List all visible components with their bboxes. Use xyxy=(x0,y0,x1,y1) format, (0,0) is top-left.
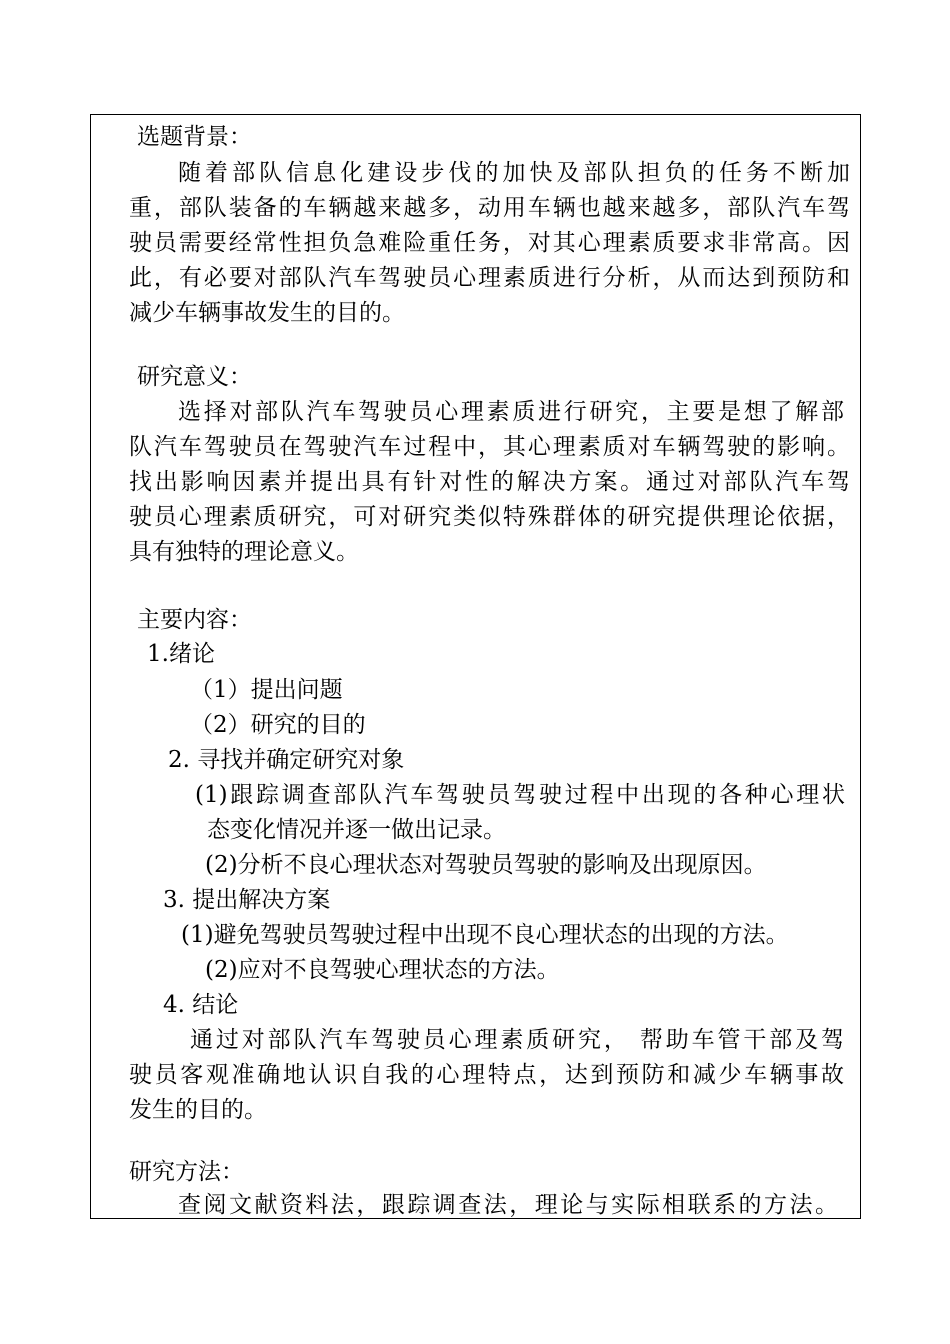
significance-paragraph-line: 找出影响因素并提出具有针对性的解决方案。通过对部队汽车驾 xyxy=(129,469,850,495)
background-paragraph-line: 减少车辆事故发生的目的。 xyxy=(129,300,405,326)
background-paragraph-line: 随着部队信息化建设步伐的加快及部队担负的任务不断加 xyxy=(178,160,850,186)
content-item: 2. 寻找并确定研究对象 xyxy=(168,747,405,773)
significance-paragraph-line: 具有独特的理论意义。 xyxy=(129,539,359,565)
content-item: 1.绪论 xyxy=(147,641,215,667)
content-item: 3. 提出解决方案 xyxy=(163,887,331,913)
significance-paragraph-line: 选择对部队汽车驾驶员心理素质进行研究，主要是想了解部 xyxy=(178,399,844,425)
background-paragraph-line: 此，有必要对部队汽车驾驶员心理素质进行分析，从而达到预防和 xyxy=(129,265,850,291)
significance-heading: 研究意义： xyxy=(137,364,252,390)
content-item: （2）研究的目的 xyxy=(190,712,366,738)
background-heading: 选题背景： xyxy=(137,124,252,150)
significance-paragraph-line: 驶员心理素质研究，可对研究类似特殊群体的研究提供理论依据， xyxy=(129,504,850,530)
method-heading: 研究方法： xyxy=(129,1159,244,1185)
content-item: 发生的目的。 xyxy=(129,1097,267,1123)
content-item: (2)分析不良心理状态对驾驶员驾驶的影响及出现原因。 xyxy=(205,852,767,878)
content-item: 态变化情况并逐一做出记录。 xyxy=(207,817,506,843)
content-item: （1）提出问题 xyxy=(190,677,343,703)
content-item: 4. 结论 xyxy=(163,992,239,1018)
content-item: (2)应对不良驾驶心理状态的方法。 xyxy=(205,957,560,983)
content-heading: 主要内容： xyxy=(137,607,252,633)
method-paragraph-line: 查阅文献资料法，跟踪调查法，理论与实际相联系的方法。 xyxy=(178,1192,838,1218)
content-item: 驶员客观准确地认识自我的心理特点，达到预防和减少车辆事故 xyxy=(129,1062,844,1088)
significance-paragraph-line: 队汽车驾驶员在驾驶汽车过程中，其心理素质对车辆驾驶的影响。 xyxy=(129,434,850,460)
content-item: (1)跟踪调查部队汽车驾驶员驾驶过程中出现的各种心理状 xyxy=(195,782,845,808)
background-paragraph-line: 重，部队装备的车辆越来越多，动用车辆也越来越多，部队汽车驾 xyxy=(129,195,850,221)
background-paragraph-line: 驶员需要经常性担负急难险重任务，对其心理素质要求非常高。因 xyxy=(129,230,850,256)
content-item: (1)避免驾驶员驾驶过程中出现不良心理状态的出现的方法。 xyxy=(181,922,789,948)
content-item: 通过对部队汽车驾驶员心理素质研究， 帮助车管干部及驾 xyxy=(190,1027,844,1053)
